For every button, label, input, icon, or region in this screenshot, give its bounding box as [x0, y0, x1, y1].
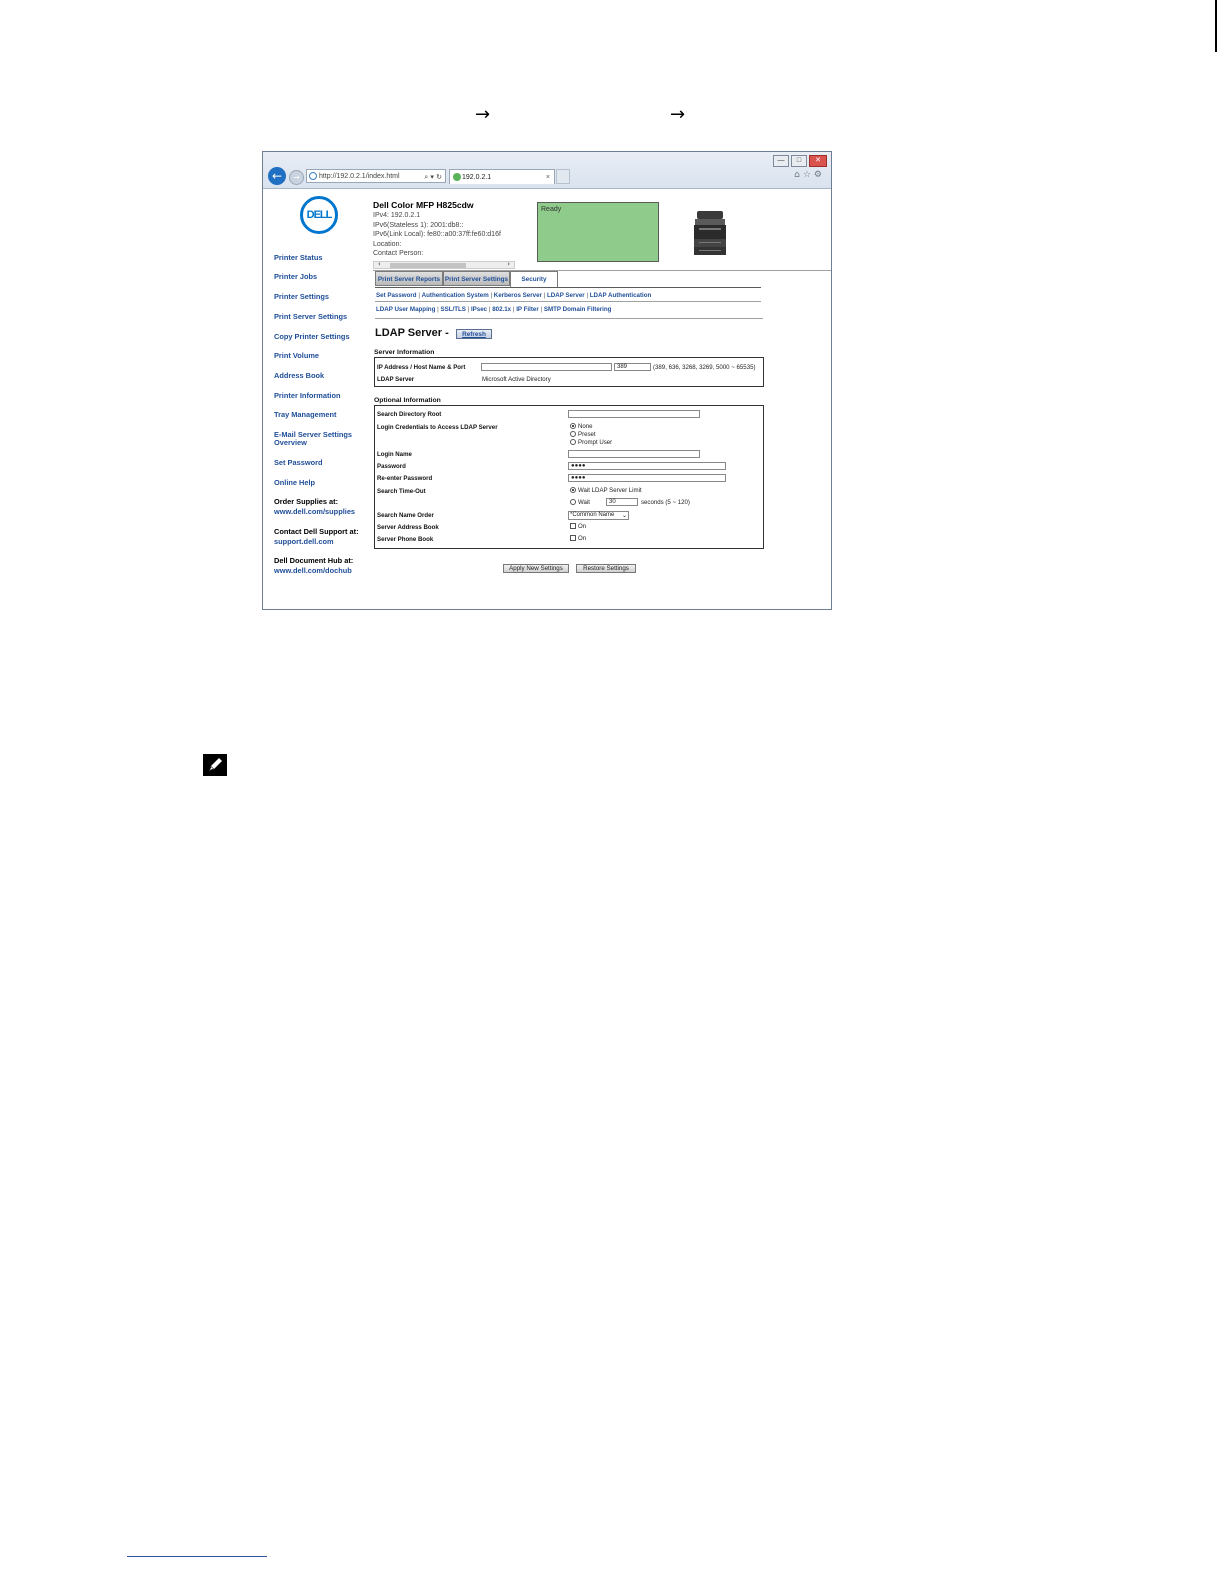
radio-prompt-user[interactable]	[570, 439, 576, 445]
server-phone-book-label: Server Phone Book	[377, 536, 434, 543]
link-ldap-user-mapping[interactable]: LDAP User Mapping	[376, 306, 436, 313]
device-contact: Contact Person:	[373, 250, 424, 257]
tab-underline	[375, 287, 761, 288]
nav-printer-settings[interactable]: Printer Settings	[274, 292, 330, 301]
reenter-password-label: Re-enter Password	[377, 475, 433, 482]
nav-copy-printer-settings[interactable]: Copy Printer Settings	[274, 332, 350, 341]
radio-none[interactable]	[570, 423, 576, 429]
link-ssl-tls[interactable]: SSL/TLS	[440, 306, 466, 313]
server-phone-book-checkbox[interactable]	[570, 535, 576, 541]
nav-set-password[interactable]: Set Password	[274, 458, 323, 467]
chevron-down-icon: ⌄	[621, 512, 627, 519]
nav-print-server-settings[interactable]: Print Server Settings	[274, 312, 348, 321]
ie-page-icon	[309, 172, 317, 180]
nav-printer-status[interactable]: Printer Status	[274, 253, 323, 262]
radio-wait-server-limit[interactable]	[570, 487, 576, 493]
nav-online-help[interactable]: Online Help	[274, 478, 316, 487]
section-tabs	[375, 271, 565, 287]
login-credentials-label: Login Credentials to Access LDAP Server	[377, 424, 498, 431]
nav-printer-jobs[interactable]: Printer Jobs	[274, 272, 318, 281]
search-name-order-label: Search Name Order	[377, 512, 434, 519]
radio-preset-label: Preset	[578, 431, 596, 438]
reenter-password-input[interactable]: ●●●●	[568, 474, 726, 482]
device-ipv6-link-local: IPv6(Link Local): fe80::a00:37ff:fe60:d16f	[373, 231, 501, 238]
nav-email-server-settings[interactable]: E-Mail Server Settings	[274, 430, 353, 439]
scroll-left-icon[interactable]: ‹	[378, 260, 381, 268]
password-input[interactable]: ●●●●	[568, 462, 726, 470]
ip-host-port-label: IP Address / Host Name & Port	[377, 364, 466, 371]
links-divider	[375, 318, 763, 319]
device-location: Location:	[373, 241, 402, 248]
device-ipv6-stateless: IPv6(Stateless 1): 2001:db8::	[373, 222, 464, 229]
password-label: Password	[377, 463, 406, 470]
radio-preset[interactable]	[570, 431, 576, 437]
links-divider	[375, 301, 761, 302]
link-kerberos-server[interactable]: Kerberos Server	[493, 292, 542, 299]
nav-print-volume[interactable]: Print Volume	[274, 351, 320, 360]
server-address-book-label: Server Address Book	[377, 524, 439, 531]
server-address-book-checkbox[interactable]	[570, 523, 576, 529]
maximize-button[interactable]: □	[791, 155, 807, 167]
scroll-thumb[interactable]	[390, 263, 466, 268]
tab-favicon-icon	[453, 173, 461, 181]
security-links-row-1: Set Password | Authentication System | Kerberos Server | LDAP Server | LDAP Authentication	[376, 292, 652, 299]
server-info-box	[374, 357, 764, 387]
new-tab-button[interactable]	[556, 169, 570, 184]
device-name: Dell Color MFP H825cdw	[373, 200, 474, 210]
search-timeout-label: Search Time-Out	[377, 488, 426, 495]
server-phone-book-on: On	[578, 535, 587, 542]
order-supplies-label: Order Supplies at:	[274, 497, 339, 506]
contact-support-link[interactable]: support.dell.com	[274, 537, 334, 546]
nav-printer-information[interactable]: Printer Information	[274, 391, 341, 400]
tab-print-server-settings[interactable]: Print Server Settings	[443, 271, 510, 286]
doc-hub-link[interactable]: www.dell.com/dochub	[274, 566, 352, 575]
scroll-right-icon[interactable]: ›	[507, 260, 510, 268]
window-controls	[773, 155, 827, 167]
ldap-server-value: Microsoft Active Directory	[482, 376, 551, 383]
device-ipv4: IPv4: 192.0.2.1	[373, 212, 421, 219]
nav-address-book[interactable]: Address Book	[274, 371, 325, 380]
link-ldap-authentication[interactable]: LDAP Authentication	[589, 292, 652, 299]
order-supplies-link[interactable]: www.dell.com/supplies	[274, 507, 356, 516]
page-title: LDAP Server -	[375, 327, 449, 339]
printer-image	[691, 209, 729, 257]
address-bar[interactable]	[306, 169, 446, 183]
timeout-seconds-input[interactable]: 30	[606, 498, 638, 506]
nav-tray-management[interactable]: Tray Management	[274, 410, 337, 419]
path-arrow: →	[475, 104, 491, 125]
radio-wait[interactable]	[570, 499, 576, 505]
home-star-gear-icons[interactable]: ⌂☆⚙	[794, 170, 825, 180]
server-info-heading: Server Information	[374, 349, 435, 356]
refresh-button[interactable]: Refresh	[456, 329, 492, 339]
browser-chrome	[263, 152, 831, 189]
contact-support-label: Contact Dell Support at:	[274, 527, 359, 536]
radio-prompt-user-label: Prompt User	[578, 439, 613, 446]
login-name-label: Login Name	[377, 451, 412, 458]
radio-none-label: None	[578, 423, 593, 430]
ip-host-input[interactable]	[481, 363, 612, 371]
doc-hub-label: Dell Document Hub at:	[274, 556, 354, 565]
apply-new-settings-button[interactable]: Apply New Settings	[503, 564, 569, 573]
browser-tab[interactable]	[449, 169, 555, 184]
server-address-book-on: On	[578, 523, 587, 530]
status-text: Ready	[541, 206, 562, 213]
page-edge-rule	[1215, 0, 1217, 52]
link-ipsec[interactable]: IPsec	[470, 306, 488, 313]
link-smtp-domain-filtering[interactable]: SMTP Domain Filtering	[543, 306, 612, 313]
tab-close-icon[interactable]: ×	[545, 174, 550, 181]
forward-arrow-icon[interactable]: →	[289, 170, 304, 185]
port-range-hint: (389, 636, 3268, 3269, 5000 ~ 65535)	[653, 364, 756, 371]
browser-window	[262, 151, 832, 610]
link-set-password[interactable]: Set Password	[376, 292, 417, 299]
link-authentication-system[interactable]: Authentication System	[421, 292, 489, 299]
link-ip-filter[interactable]: IP Filter	[516, 306, 539, 313]
dell-logo: DELL	[300, 196, 338, 234]
printer-status-panel	[537, 202, 659, 262]
header-scrollbar[interactable]	[373, 261, 515, 269]
ldap-server-label: LDAP Server	[377, 376, 415, 383]
back-arrow-icon[interactable]: ←	[268, 167, 286, 185]
restore-settings-button[interactable]: Restore Settings	[576, 564, 636, 573]
path-arrow: →	[670, 104, 686, 125]
close-button[interactable]: ✕	[809, 155, 827, 167]
security-links-row-2: LDAP User Mapping | SSL/TLS | IPsec | 802.1x | IP Filter | SMTP Domain Filtering	[376, 306, 612, 313]
login-name-input[interactable]	[568, 450, 700, 458]
timeout-unit: seconds (5 ~ 120)	[641, 499, 690, 506]
nav-email-server-overview[interactable]: Overview	[274, 438, 307, 447]
note-pencil-icon	[203, 754, 227, 776]
tab-title: 192.0.2.1	[462, 174, 492, 181]
search-refresh-icons[interactable]: ⌕ ▾ ↻	[424, 173, 442, 181]
minimize-button[interactable]: —	[773, 155, 789, 167]
optional-info-heading: Optional Information	[374, 397, 441, 404]
tab-security[interactable]: Security	[510, 271, 558, 288]
footer-link-line	[127, 1556, 267, 1557]
tab-print-server-reports[interactable]: Print Server Reports	[375, 271, 443, 286]
url-text: http://192.0.2.1/index.html	[319, 173, 400, 180]
search-root-label: Search Directory Root	[377, 411, 442, 418]
search-name-order-value: *Common Name	[570, 512, 615, 518]
wait-server-limit-label: Wait LDAP Server Limit	[578, 487, 642, 494]
link-8021x[interactable]: 802.1x	[492, 306, 512, 313]
page-content	[263, 189, 831, 609]
link-ldap-server[interactable]: LDAP Server	[546, 292, 585, 299]
port-input[interactable]: 389	[614, 363, 651, 371]
search-name-order-select[interactable]	[568, 511, 629, 520]
wait-label: Wait	[578, 499, 590, 506]
search-root-input[interactable]	[568, 410, 700, 418]
